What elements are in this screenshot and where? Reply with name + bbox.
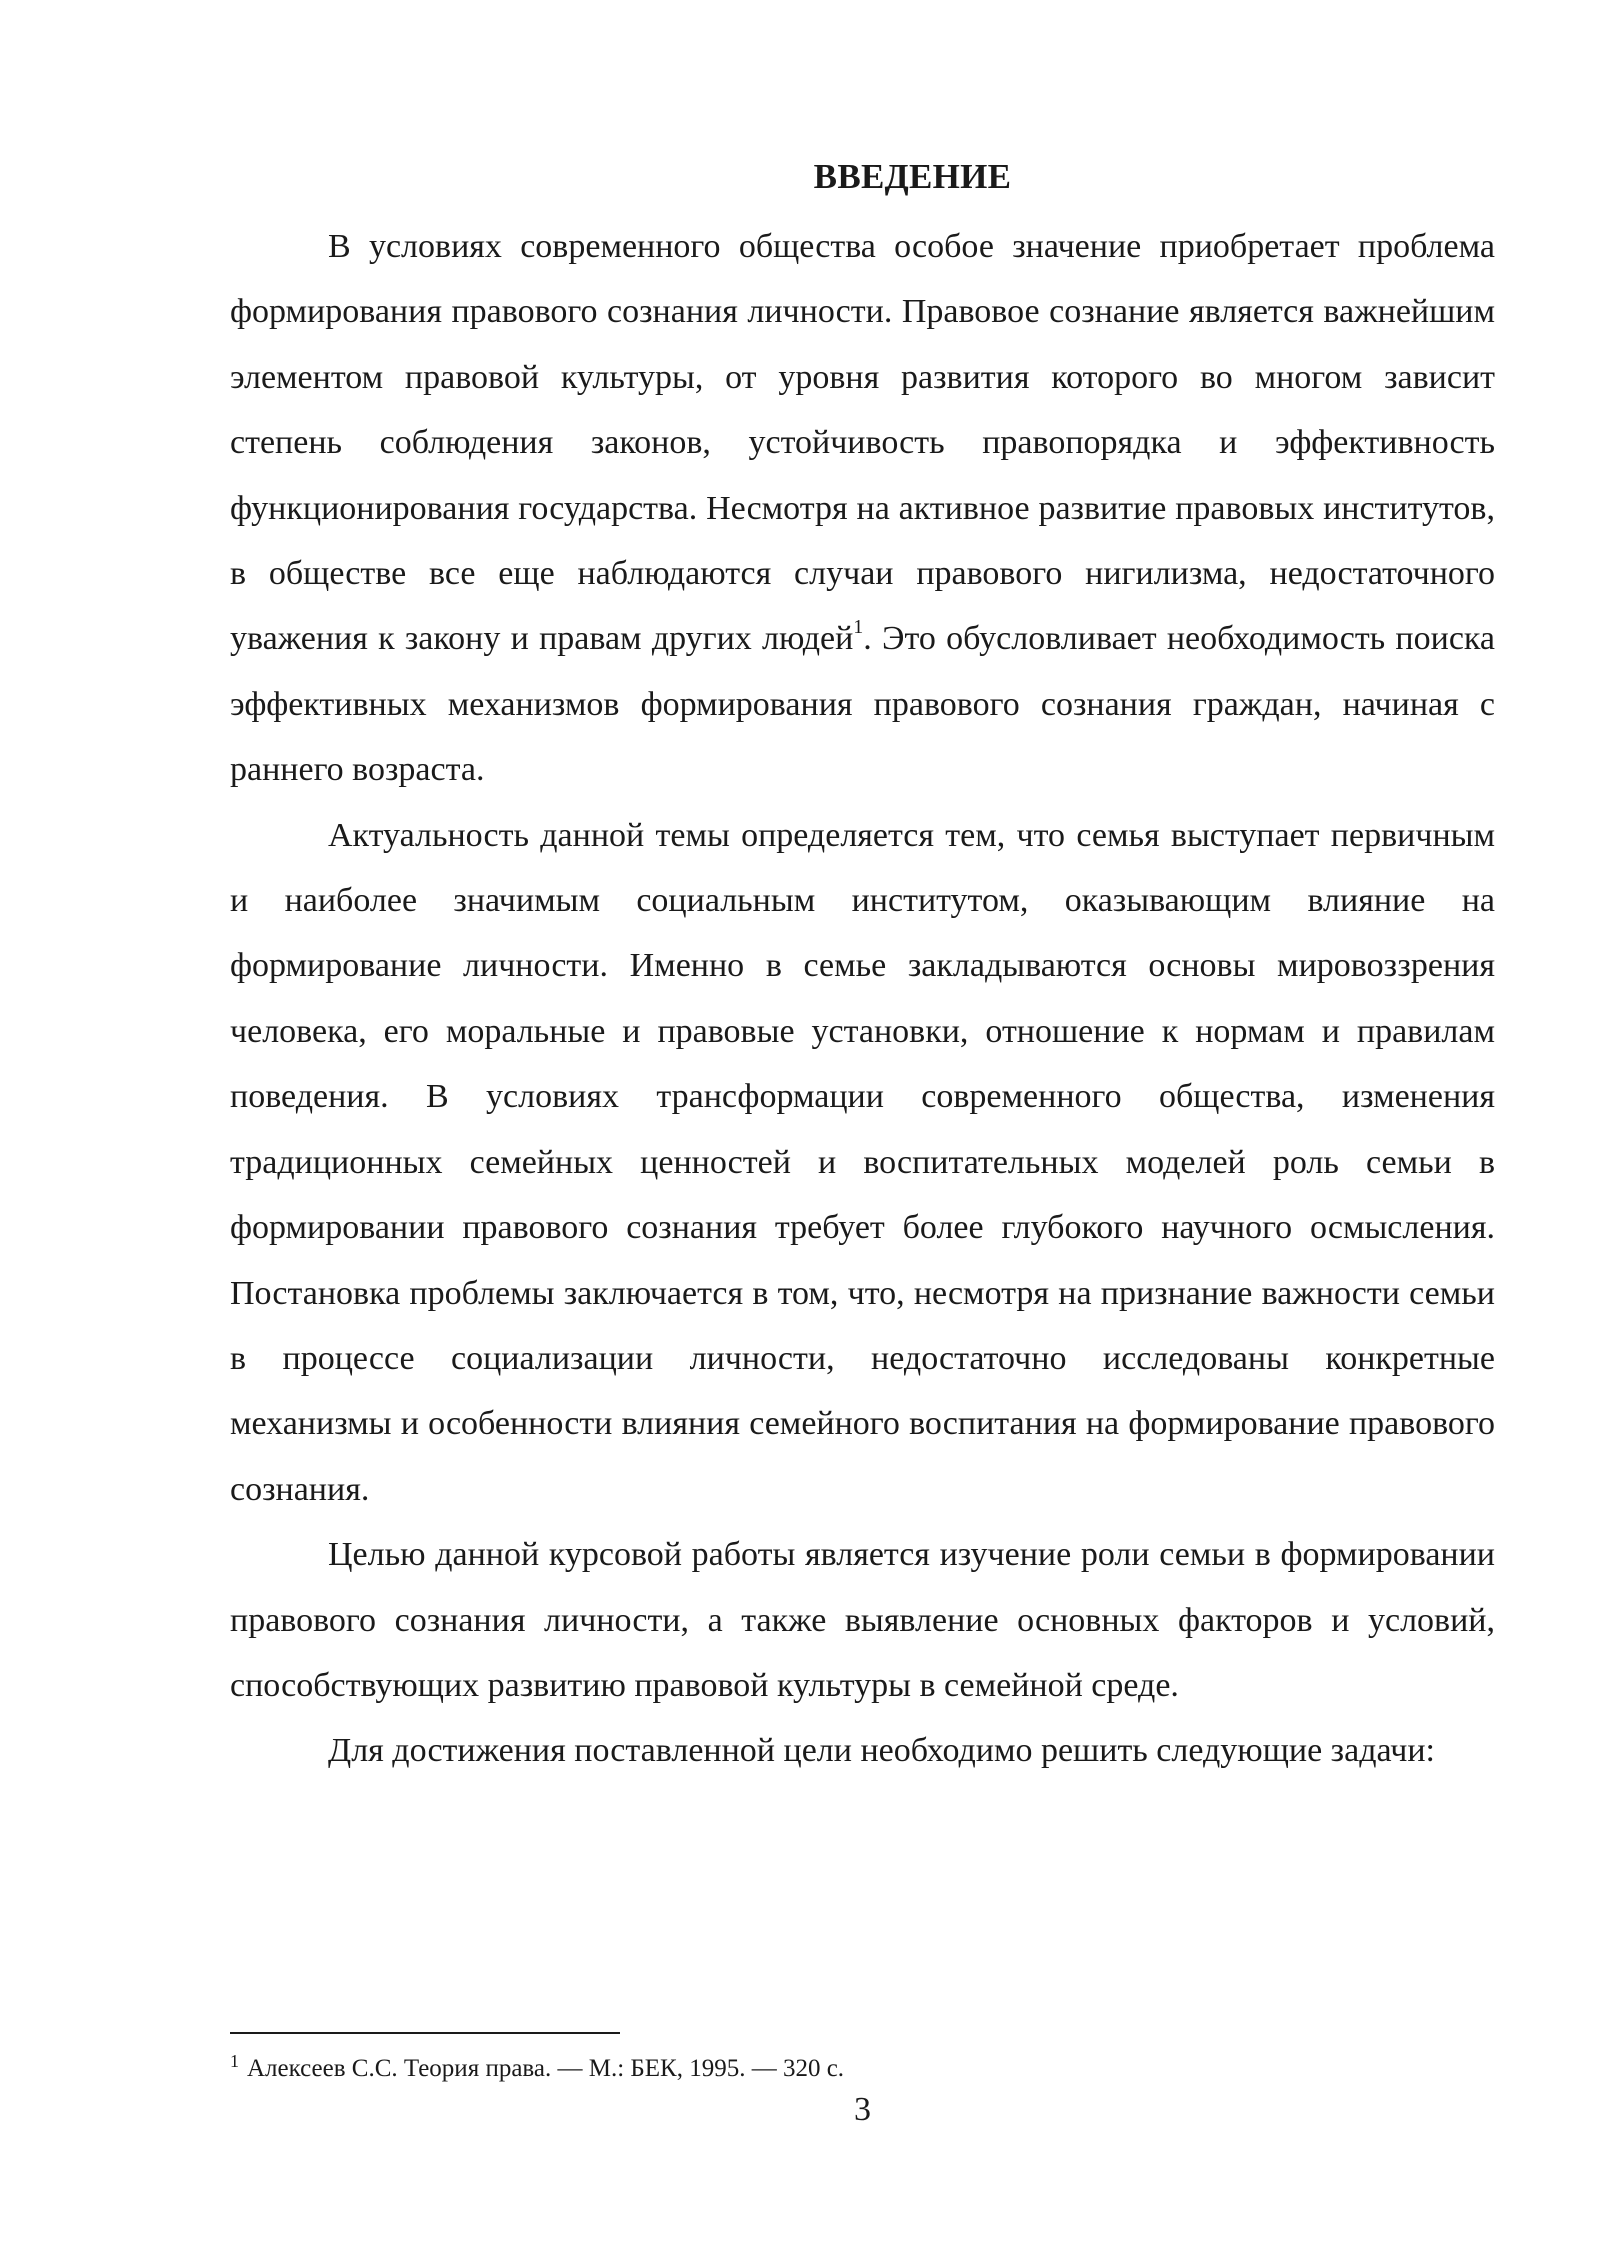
footnote-text: Алексеев С.С. Теория права. — М.: БЕК, 1995. — 320 с. xyxy=(247,2055,845,2082)
paragraph-intro xyxy=(230,214,1495,803)
page-number: 3 xyxy=(854,2091,871,2128)
section-heading: ВВЕДЕНИЕ xyxy=(813,157,1012,196)
footnote-separator xyxy=(230,2032,620,2034)
footnote-reference[interactable]: 1 xyxy=(853,616,864,639)
paragraph-intro-continuation: . Это обусловливает необходимость поиска эффективных механизмов формирования правового сознания граждан, начиная с раннего возраста. xyxy=(230,620,1496,789)
page-body xyxy=(230,150,1495,1784)
paragraph-tasks: Для достижения поставленной цели необходимо решить следующие задачи: xyxy=(328,1732,1435,1770)
paragraph-relevance: Актуальность данной темы определяется тем, что семья выступает первичным и наиболее значимым социальным институтом, оказывающим влияние на формирование личности. Именно в семье закладываются основы мировоззрения человека, его моральные и правовые установки, отношение к нормам и правилам поведения. В условиях трансформации современного общества, изменения традиционных семейных ценностей и воспитательных моделей роль семьи в формировании правового сознания требует более глубокого научного осмысления. Постановка проблемы заключается в том, что, несмотря на признание важности семьи в процессе социализации личности, недостаточно исследованы конкретные механизмы и особенности влияния семейного воспитания на формирование правового сознания. xyxy=(230,816,1495,1508)
paragraph-goal: Целью данной курсовой работы является изучение роли семьи в формировании правового сознания личности, а также выявление основных факторов и условий, способствующих развитию правовой культуры в семейной среде. xyxy=(230,1536,1495,1704)
paragraph-intro-text: В условиях современного общества особое значение приобретает проблема формирования правового сознания личности. Правовое сознание является важнейшим элементом правовой культуры, от уровня развития которого во многом зависит степень соблюдения законов, устойчивость правопорядка и эффективность функционирования государства. Несмотря на активное развитие правовых институтов, в обществе все еще наблюдаются случаи правового нигилизма, недостаточного уважения к закону и правам других людей xyxy=(230,228,1495,658)
footnote-marker: 1 xyxy=(230,2050,239,2071)
footnote xyxy=(230,2052,1495,2086)
